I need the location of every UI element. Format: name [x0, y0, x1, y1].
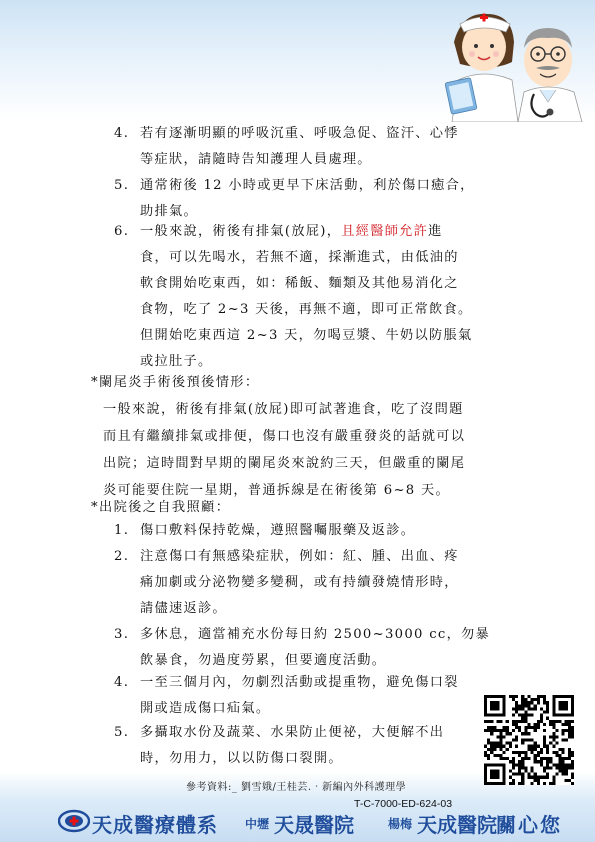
- qr-code[interactable]: [484, 695, 574, 785]
- list-number: 4.: [114, 126, 130, 141]
- list-number: 3.: [114, 627, 130, 642]
- slogan: 關心您: [496, 815, 562, 837]
- footer-banner: [0, 805, 595, 839]
- list-text: 注意傷口有無感染症狀，例如：紅、腫、出血、疼 痛加劇或分泌物變多變稠，或有持續發燒情形時， 請儘速返診。: [140, 549, 459, 616]
- section-heading: *出院後之自我照顧：: [91, 500, 231, 515]
- hospital-logo-icon: [58, 809, 90, 833]
- section-heading: *闌尾炎手術後預後情形：: [91, 375, 260, 390]
- list-text: 一般來說，術後有排氣(放屁)，且經醫師允許進 食，可以先喝水，若無不適，採漸進式，由低油的 軟食開始吃東西，如：稀飯、麵類及其他易消化之 食物，吃了 2~3 天後，再無不適，即可正常飲食。 但開始吃東西這 2~3 天，勿喝豆漿、牛奶以防脹氣 或拉肚子。: [140, 224, 473, 369]
- list-number: 6.: [114, 224, 130, 239]
- nurse-doctor-illustration: [432, 2, 592, 122]
- list-text: 通常術後 12 小時或更早下床活動，利於傷口癒合， 助排氣。: [140, 178, 475, 219]
- list-text: 多休息，適當補充水份每日約 2500~3000 cc，勿暴 飲暴食，勿過度勞累，但要適度活動。: [140, 627, 491, 668]
- list-text: 一至三個月內，勿劇烈活動或提重物，避免傷口裂 開或造成傷口疝氣。: [140, 675, 459, 716]
- document-code: T-C-7000-ED-624-03: [354, 798, 453, 810]
- prognosis-paragraph: 一般來說，術後有排氣(放屁)即可試著進食，吃了沒問題 而且有繼續排氣或排便，傷口也沒有嚴重發炎的話就可以 出院；這時間對早期的闌尾炎來說約三天，但嚴重的闌尾 炎可能要住院一星期，普通拆線是在術後第 6~8 天。: [103, 402, 466, 498]
- list-number: 4.: [114, 675, 130, 690]
- list-number: 2.: [114, 549, 130, 564]
- group-name: 天成醫療體系: [92, 815, 218, 837]
- highlight-text: 且經醫師允許: [341, 224, 429, 239]
- reference-citation: 參考資料:_ 劉雪娥/王桂芸.‧新編內外科護理學: [186, 782, 407, 793]
- list-number: 1.: [114, 523, 130, 538]
- list-text: 多攝取水份及蔬菜、水果防止便祕，大便解不出 時，勿用力，以以防傷口裂開。: [140, 725, 445, 766]
- list-text: 若有逐漸明顯的呼吸沉重、呼吸急促、盜汗、心悸 等症狀，請隨時告知護理人員處理。: [140, 126, 459, 167]
- nurse-figure: [445, 14, 518, 123]
- hospital-name: 天晟醫院: [274, 815, 354, 837]
- location-label: 楊梅: [388, 817, 413, 831]
- list-text: 傷口敷料保持乾燥，遵照醫囑服藥及返診。: [140, 523, 416, 538]
- location-label: 中壢: [245, 817, 270, 831]
- hospital-name: 天成醫院: [417, 815, 497, 837]
- list-number: 5.: [114, 725, 130, 740]
- doctor-figure: [518, 28, 582, 122]
- list-number: 5.: [114, 178, 130, 193]
